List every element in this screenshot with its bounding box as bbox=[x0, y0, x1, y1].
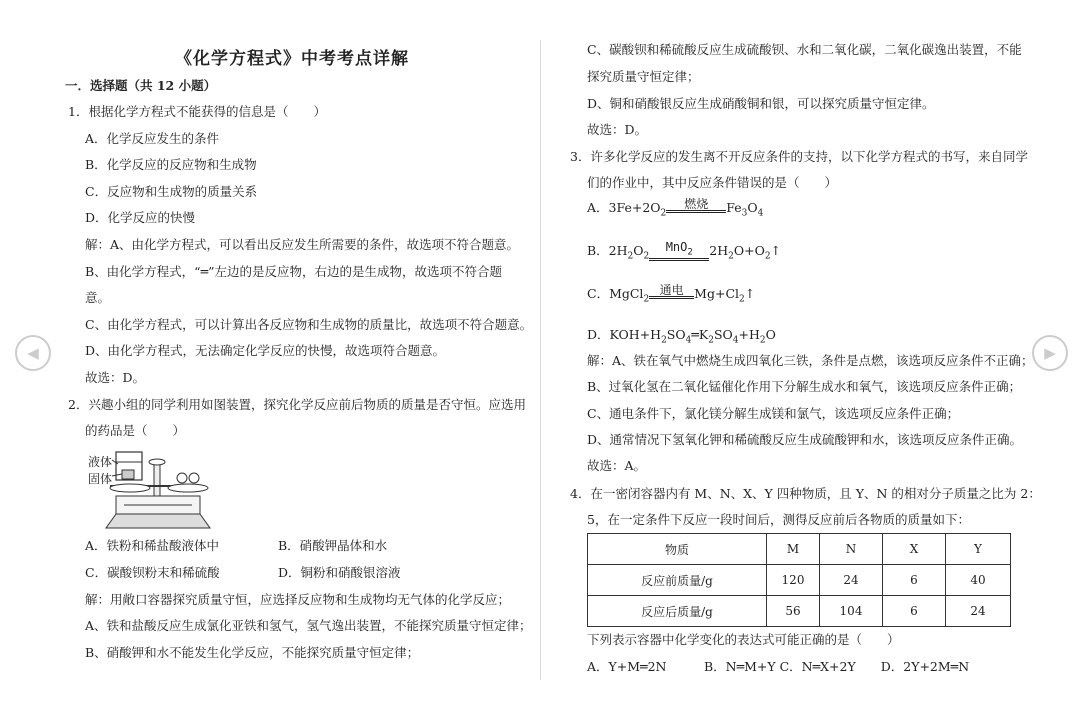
q1-answer: 故选：D。 bbox=[85, 370, 146, 385]
q2-option-c: C．碳酸钡粉末和稀硫酸 bbox=[85, 565, 220, 580]
next-page-button[interactable] bbox=[1032, 335, 1068, 371]
table-cell: 56 bbox=[767, 596, 820, 627]
q2-answer: 故选：D。 bbox=[587, 122, 648, 137]
q4-options: A．Y+M═2N B．N═M+Y C．N═X+2Y D．2Y+2M═N bbox=[587, 659, 970, 674]
table-cell: 24 bbox=[820, 565, 883, 596]
table-header-row bbox=[588, 534, 1011, 565]
q2-solution-c1: C、碳酸钡和稀硫酸反应生成硫酸钡、水和二氧化碳，二氧化碳逸出装置，不能 bbox=[587, 42, 1022, 57]
table-cell: 6 bbox=[883, 565, 946, 596]
table-cell: 40 bbox=[946, 565, 1011, 596]
table-cell: 120 bbox=[767, 565, 820, 596]
q4-stem-2: 5，在一定条件下反应一段时间后，测得反应前后各物质的质量如下： bbox=[587, 512, 970, 527]
q4-question: 下列表示容器中化学变化的表达式可能正确的是（ ） bbox=[587, 632, 900, 647]
q3-b-products: 2H bbox=[709, 243, 729, 258]
q1-solution-4: D、由化学方程式，无法确定化学反应的快慢，故选项符合题意。 bbox=[85, 343, 446, 358]
q1-option-a: A．化学反应发生的条件 bbox=[85, 131, 220, 146]
q3-option-c: C．MgCl$_2$ 通电 $Mg+Cl_2↑$ bbox=[587, 283, 756, 305]
q3-option-a: A．$3Fe+2O_2$ 燃烧 $Fe_3O_4$ bbox=[587, 197, 764, 219]
q1-option-c: C．反应物和生成物的质量关系 bbox=[85, 184, 258, 199]
table-row bbox=[588, 565, 1011, 596]
q3-stem: 3．许多化学反应的发生离不开反应条件的支持，以下化学方程式的书写，来自同学 bbox=[570, 149, 1028, 164]
q2-option-b: B．硝酸钾晶体和水 bbox=[278, 538, 388, 553]
q3-answer: 故选：A。 bbox=[587, 458, 647, 473]
q3-stem-2: 们的作业中，其中反应条件错误的是（ ） bbox=[587, 175, 838, 190]
q3-solution-4: D、通常情况下氢氧化钾和稀硫酸反应生成硫酸钾和水，该选项反应条件正确。 bbox=[587, 432, 1023, 447]
table-header-cell: N bbox=[820, 534, 883, 565]
balance-drawing bbox=[88, 448, 228, 533]
table-header-cell: M bbox=[767, 534, 820, 565]
table-cell: 24 bbox=[946, 596, 1011, 627]
balance-apparatus-figure bbox=[88, 448, 228, 533]
q1-option-b: B．化学反应的反应物和生成物 bbox=[85, 157, 257, 172]
q2-solution-2: A、铁和盐酸反应生成氯化亚铁和氢气，氢气逸出装置，不能探究质量守恒定律； bbox=[85, 618, 532, 633]
mass-table bbox=[587, 533, 1011, 627]
table-header-cell: 物质 bbox=[588, 534, 767, 565]
q4-stem: 4．在一密闭容器内有 M、N、X、Y 四种物质，且 Y、N 的相对分子质量之比为 2： bbox=[570, 486, 1041, 501]
figure-label-solid: 固体 bbox=[88, 472, 113, 486]
q3-a-product: Fe bbox=[726, 200, 742, 215]
q2-solution-3: B、硝酸钾和水不能发生化学反应，不能探究质量守恒定律； bbox=[85, 645, 420, 660]
table-cell: 104 bbox=[820, 596, 883, 627]
figure-label-liquid: 液体 bbox=[88, 455, 113, 469]
q2-solution-d: D、铜和硝酸银反应生成硝酸铜和银，可以探究质量守恒定律。 bbox=[587, 96, 935, 111]
q2-option-d: D．铜粉和硝酸银溶液 bbox=[278, 565, 401, 580]
table-cell: 反应前质量/g bbox=[588, 565, 767, 596]
column-divider bbox=[540, 40, 541, 680]
q1-solution-1: 解：A、由化学方程式，可以看出反应发生所需要的条件，故选项不符合题意。 bbox=[85, 237, 520, 252]
chevron-left-icon: ◀ bbox=[27, 344, 39, 362]
q3-solution-3: C、通电条件下，氯化镁分解生成镁和氯气，该选项反应条件正确； bbox=[587, 406, 960, 421]
q3-b-condition: MnO bbox=[665, 240, 688, 254]
q1-stem: 1．根据化学方程式不能获得的信息是（ ） bbox=[68, 104, 326, 119]
q2-option-a: A．铁粉和稀盐酸液体中 bbox=[85, 538, 220, 553]
page-title: 《化学方程式》中考考点详解 bbox=[175, 49, 409, 69]
q3-option-d: D．$KOH+H_2SO_4═K_2SO_4+H_2O$ bbox=[587, 327, 776, 346]
q2-stem-2: 的药品是（ ） bbox=[85, 423, 186, 438]
q2-stem: 2．兴趣小组的同学利用如图装置，探究化学反应前后物质的质量是否守恒。应选用 bbox=[68, 397, 526, 412]
section-heading: 一．选择题（共 12 小题） bbox=[65, 78, 217, 93]
q3-option-b: B．$2H_2O_2$ MnO$_2$ $2H_2O+O_2↑$ bbox=[587, 240, 782, 262]
q1-solution-2b: 意。 bbox=[85, 290, 111, 305]
prev-page-button[interactable] bbox=[15, 335, 51, 371]
table-cell: 反应后质量/g bbox=[588, 596, 767, 627]
q2-solution-c2: 探究质量守恒定律； bbox=[587, 69, 700, 84]
q3-b-reactants: B．2H bbox=[587, 243, 628, 258]
table-header-cell: Y bbox=[946, 534, 1011, 565]
chevron-right-icon: ▶ bbox=[1044, 344, 1056, 362]
q1-solution-3: C、由化学方程式，可以计算出各反应物和生成物的质量比，故选项不符合题意。 bbox=[85, 317, 533, 332]
q1-option-d: D．化学反应的快慢 bbox=[85, 210, 196, 225]
q3-a-condition: 燃烧 bbox=[684, 197, 709, 211]
table-header-cell: X bbox=[883, 534, 946, 565]
q3-solution-2: B、过氧化氢在二氧化锰催化作用下分解生成水和氧气，该选项反应条件正确； bbox=[587, 379, 1022, 394]
table-row bbox=[588, 596, 1011, 627]
q3-a-reactants: A．3Fe+2O bbox=[587, 200, 661, 215]
q3-c-condition: 通电 bbox=[659, 283, 684, 297]
q3-c-reactants: C．MgCl bbox=[587, 286, 644, 301]
table-cell: 6 bbox=[883, 596, 946, 627]
q3-d-equation: D．KOH+H bbox=[587, 327, 662, 342]
q3-solution-1: 解：A、铁在氧气中燃烧生成四氧化三铁，条件是点燃，该选项反应条件不正确； bbox=[587, 353, 1034, 368]
q1-solution-2: B、由化学方程式，“═”左边的是反应物，右边的是生成物，故选项不符合题 bbox=[85, 264, 502, 279]
q2-solution-1: 解：用敞口容器探究质量守恒，应选择反应物和生成物均无气体的化学反应； bbox=[85, 592, 511, 607]
q3-c-products: Mg+Cl bbox=[694, 286, 740, 301]
